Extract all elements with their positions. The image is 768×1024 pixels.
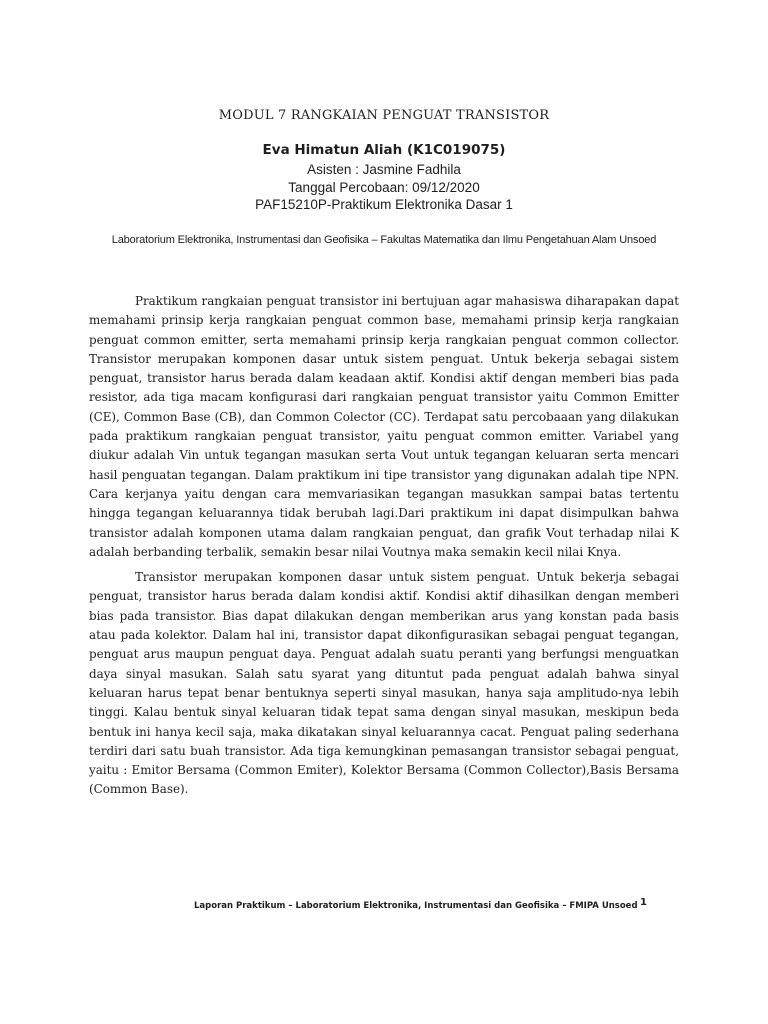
- page-footer: Laporan Praktikum – Laboratorium Elektronika, Instrumentasi dan Geofisika – FMIPA Unsoed: [194, 901, 638, 911]
- experiment-date: Tanggal Percobaan: 09/12/2020: [288, 180, 480, 195]
- body-paragraph: Praktikum rangkaian penguat transistor ini bertujuan agar mahasiswa diharapakan dapat memahami prinsip kerja rangkaian penguat common base, memahami prinsip kerja rangkaian penguat common emitter, serta memahami prinsip kerja rangkaian penguat common collector. Transistor merupakan komponen dasar untuk sistem penguat. Untuk bekerja sebagai sistem penguat, transistor harus berada dalam keadaan aktif. Kondisi aktif dengan memberi bias pada resistor, ada tiga macam konfigurasi dari rangkaian penguat transistor yaitu Common Emitter (CE), Common Base (CB), dan Common Colector (CC). Terdapat satu percobaaan yang dilakukan pada praktikum rangkaian penguat transistor, yaitu penguat common emitter. Variabel yang diukur adalah Vin untuk tegangan masukan serta Vout untuk tegangan keluaran serta mencari hasil penguatan tegangan. Dalam praktikum ini tipe transistor yang digunakan adalah tipe NPN. Cara kerjanya yaitu dengan cara memvariasikan tegangan masukkan sampai batas tertentu hingga tegangan keluarannya tidak berubah lagi.Dari praktikum ini dapat disimpulkan bahwa transistor adalah komponen utama dalam rangkaian penguat, dan grafik Vout terhadap nilai K adalah berbanding terbalik, semakin besar nilai Voutnya maka semakin kecil nilai Knya.: [89, 294, 679, 559]
- assistant-name: Asisten : Jasmine Fadhila: [307, 162, 461, 177]
- body-paragraph: Transistor merupakan komponen dasar untuk sistem penguat. Untuk bekerja sebagai penguat, transistor harus berada dalam kondisi aktif. Kondisi aktif dihasilkan dengan memberi bias pada transistor. Bias dapat dilakukan dengan memberikan arus yang konstan pada basis atau pada kolektor. Dalam hal ini, transistor dapat dikonfigurasikan sebagai penguat tegangan, penguat arus maupun penguat daya. Penguat adalah suatu peranti yang berfungsi menguatkan daya sinyal masukan. Salah satu syarat yang dituntut pada penguat adalah bahwa sinyal keluaran harus tepat benar bentuknya seperti sinyal masukan, hanya saja amplitudo-nya lebih tinggi. Kalau bentuk sinyal keluaran tidak tepat sama dengan sinyal masukan, meskipun beda bentuk ini hanya kecil saja, maka dikatakan sinyal keluarannya cacat. Penguat paling sederhana terdiri dari satu buah transistor. Ada tiga kemungkinan pemasangan transistor sebagai penguat, yaitu : Emitor Bersama (Common Emiter), Kolektor Bersama (Common Collector),Basis Bersama (Common Base).: [89, 570, 679, 797]
- course-code: PAF15210P-Praktikum Elektronika Dasar 1: [255, 197, 513, 212]
- affiliation: Laboratorium Elektronika, Instrumentasi dan Geofisika – Fakultas Matematika dan Ilmu Pengetahuan Alam Unsoed: [111, 234, 657, 246]
- document-title: MODUL 7 RANGKAIAN PENGUAT TRANSISTOR: [218, 108, 550, 123]
- page-number: 1: [640, 897, 647, 908]
- document-body: [89, 292, 679, 806]
- author-name: Eva Himatun Aliah (K1C019075): [262, 142, 506, 158]
